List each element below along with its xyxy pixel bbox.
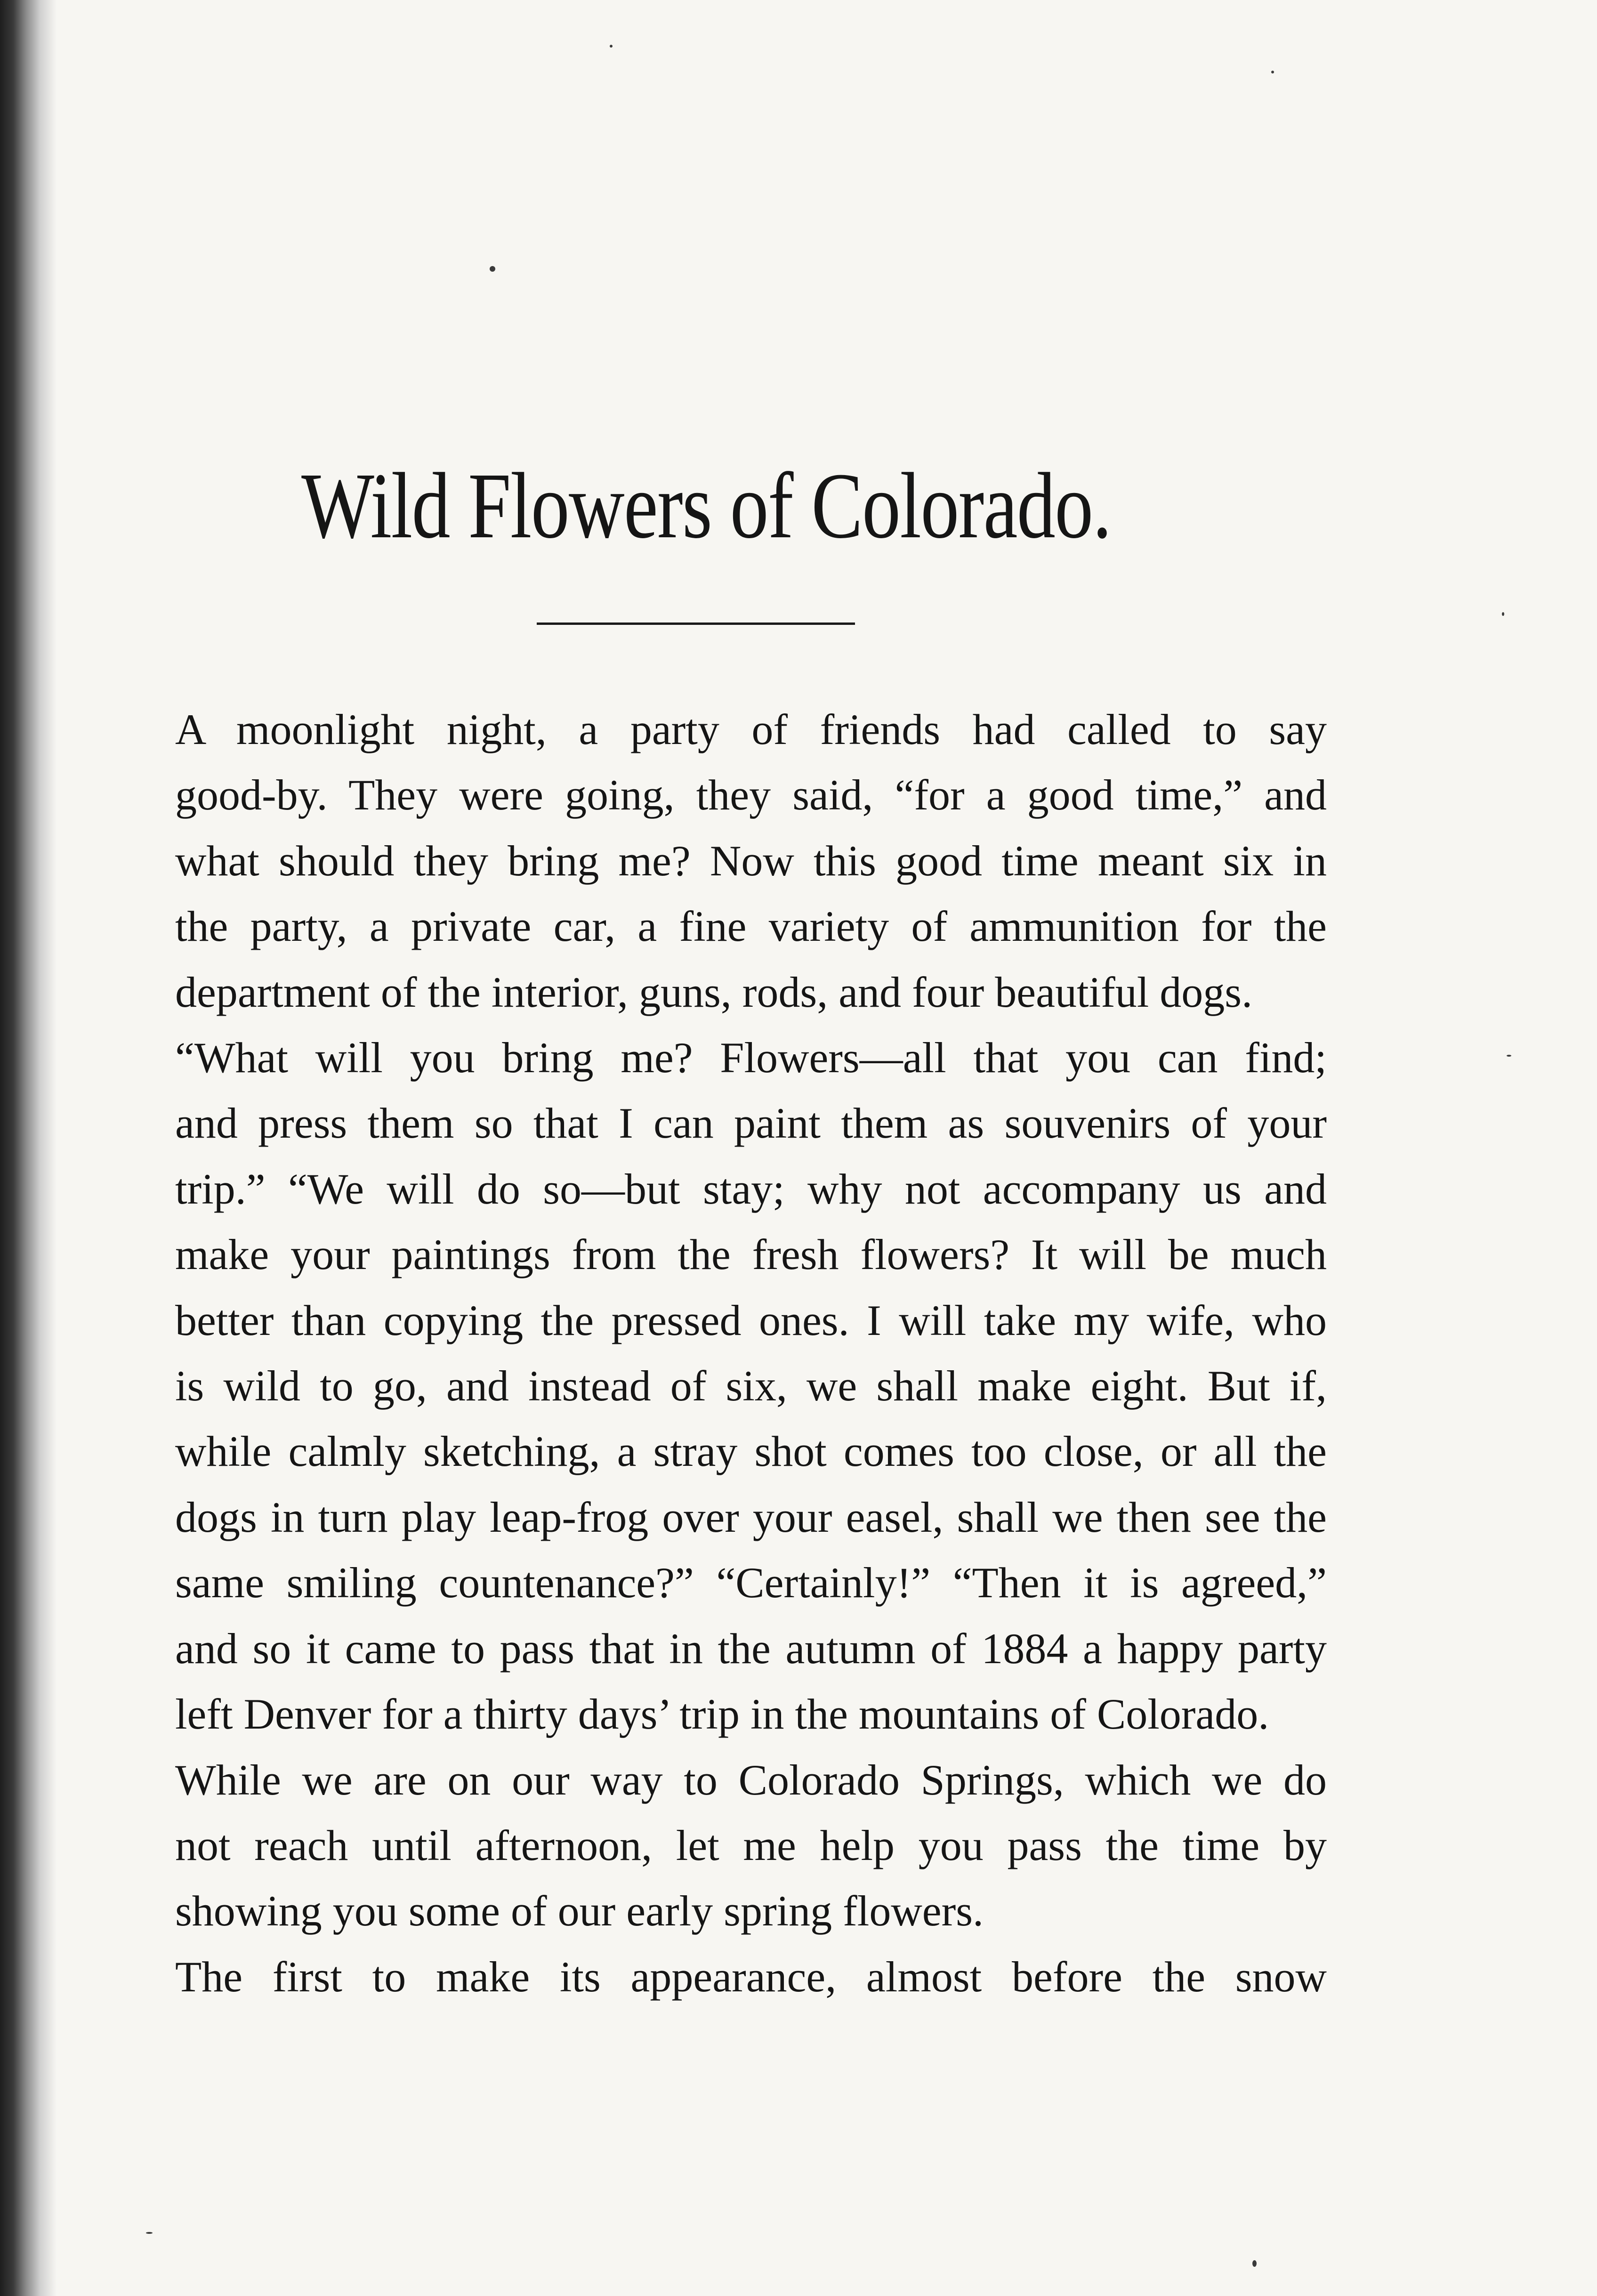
text-line: department of the interior, guns, rods, and four beautiful dogs. [175, 968, 1253, 1016]
title-divider-rule [537, 623, 855, 625]
paragraph [88, 1025, 1327, 1747]
page-binding-shadow [0, 0, 56, 2296]
text-line: dogs in turn play leap-frog over your easel, shall we then see the [175, 1493, 1327, 1541]
scan-speckle [1271, 71, 1274, 73]
scan-speckle [1507, 1055, 1511, 1057]
text-line: trip.” “We will do so—but stay; why not accompany us and [175, 1164, 1327, 1213]
paragraph [88, 1944, 1327, 2010]
text-line: While we are on our way to Colorado Springs, which we do [175, 1755, 1327, 1804]
page-title: Wild Flowers of Colorado. [301, 454, 1111, 558]
text-line: make your paintings from the fresh flowers? It will be much [175, 1230, 1327, 1279]
paragraph [88, 1747, 1327, 1944]
scan-speckle [146, 2232, 153, 2234]
scan-speckle [610, 45, 613, 48]
text-line: not reach until afternoon, let me help you pass the time by [175, 1821, 1327, 1869]
text-line: and press them so that I can paint them as souvenirs of your [175, 1099, 1327, 1148]
text-line: what should they bring me? Now this good time meant six in [175, 836, 1327, 885]
text-line: and so it came to pass that in the autumn of 1884 a happy party [175, 1624, 1327, 1673]
scan-speckle [490, 266, 495, 272]
scan-speckle [1252, 2260, 1257, 2267]
body-text [88, 697, 1327, 2010]
text-line: while calmly sketching, a stray shot comes too close, or all the [175, 1427, 1327, 1476]
text-line: left Denver for a thirty days’ trip in the mountains of Colorado. [175, 1690, 1269, 1738]
text-line: good-by. They were going, they said, “for a good time,” and [175, 771, 1327, 819]
text-line: “What will you bring me? Flowers—all that you can find; [175, 1034, 1327, 1082]
scan-speckle [1502, 612, 1504, 616]
paragraph [88, 697, 1327, 1025]
text-line: showing you some of our early spring flowers. [175, 1887, 984, 1935]
text-line: A moonlight night, a party of friends had called to say [175, 705, 1327, 753]
text-line: The first to make its appearance, almost before the snow [175, 1952, 1327, 2001]
text-line: same smiling countenance?” “Certainly!” “Then it is agreed,” [175, 1559, 1327, 1607]
text-line: better than copying the pressed ones. I will take my wife, who [175, 1296, 1327, 1344]
text-line: is wild to go, and instead of six, we shall make eight. But if, [175, 1362, 1327, 1410]
text-line: the party, a private car, a fine variety of ammunition for the [175, 902, 1327, 951]
